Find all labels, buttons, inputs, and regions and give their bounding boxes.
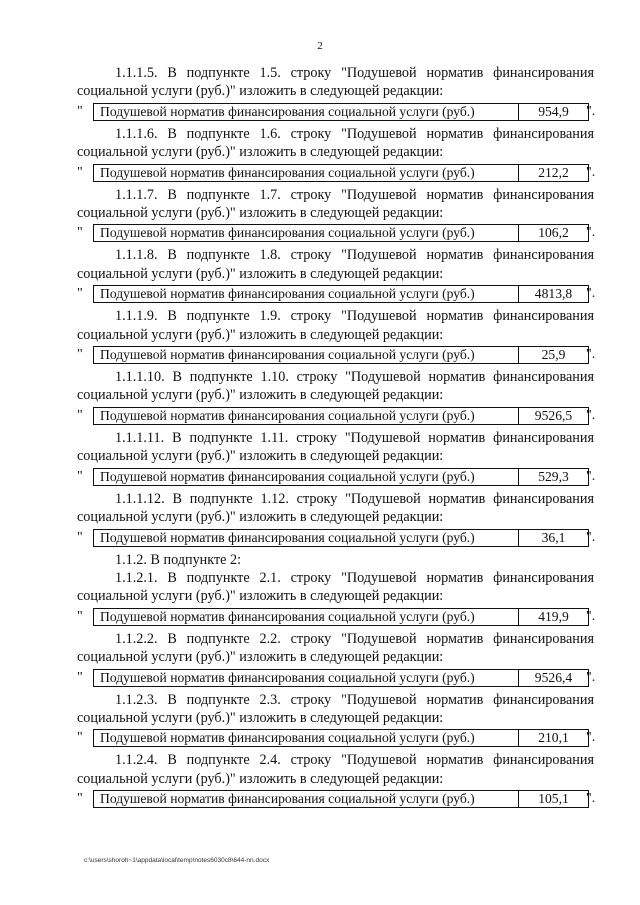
row-value-cell: 9526,5 [534, 407, 573, 423]
amended-table-row [77, 406, 594, 427]
table-cell-box [93, 669, 589, 687]
amendment-paragraph: 1.1.1.11. В подпункте 1.11. строку "Подушевой норматив финансирования социальной услуги (руб.)" изложить в следующей редакции: [77, 429, 594, 465]
row-value-cell: 529,3 [538, 468, 569, 484]
opening-quote: " [77, 791, 83, 807]
row-value-cell: 106,2 [538, 225, 569, 241]
closing-quote: ". [586, 225, 596, 241]
closing-quote: ". [586, 468, 596, 484]
opening-quote: " [77, 730, 83, 746]
row-label-cell: Подушевой норматив финансирования социальной услуги (руб.) [94, 670, 519, 686]
opening-quote: " [77, 407, 83, 423]
row-label-cell: Подушевой норматив финансирования социальной услуги (руб.) [94, 347, 519, 363]
amendment-paragraph: 1.1.1.7. В подпункте 1.7. строку "Подушевой норматив финансирования социальной услуги (руб.)" изложить в следующей редакции: [77, 186, 594, 222]
amendment-paragraph: 1.1.1.8. В подпункте 1.8. строку "Подушевой норматив финансирования социальной услуги (руб.)" изложить в следующей редакции: [77, 247, 594, 282]
page-number: 2 [317, 40, 323, 52]
amendment-paragraph: 1.1.2.1. В подпункте 2.1. строку "Подушевой норматив финансирования социальной услуги (руб.)" изложить в следующей редакции: [77, 569, 594, 605]
table-cell-box [93, 729, 589, 747]
subheading-1-1-2: 1.1.2. В подпункте 2: [115, 551, 242, 568]
table-cell-box [93, 224, 589, 242]
amended-table-row [77, 345, 594, 366]
subsection-1-1-1-list [77, 64, 594, 549]
row-label-cell: Подушевой норматив финансирования социальной услуги (руб.) [94, 791, 519, 807]
amended-table-row [77, 102, 594, 123]
row-value-cell: 4813,8 [534, 286, 573, 302]
row-value-cell: 105,1 [538, 791, 569, 807]
row-label-cell: Подушевой норматив финансирования социальной услуги (руб.) [94, 530, 519, 546]
row-value-cell: 36,1 [541, 529, 566, 545]
amended-table-row [77, 789, 594, 810]
closing-quote: ". [586, 286, 596, 302]
table-cell-box [93, 346, 589, 364]
amendment-paragraph: 1.1.1.10. В подпункте 1.10. строку "Подушевой норматив финансирования социальной услуги (руб.)" изложить в следующей редакции: [77, 369, 594, 404]
closing-quote: ". [586, 407, 596, 423]
row-label-cell: Подушевой норматив финансирования социальной услуги (руб.) [94, 104, 519, 120]
document-body [77, 64, 594, 812]
row-value-cell: 212,2 [538, 164, 569, 180]
table-cell-box [93, 164, 589, 182]
amended-table-row [77, 728, 594, 749]
row-label-cell: Подушевой норматив финансирования социальной услуги (руб.) [94, 609, 519, 625]
footer-file-path: c:\users\shoroh~1\appdata\local\temp\notes6030c8\644-nn.docx [84, 857, 270, 864]
amendment-paragraph: 1.1.2.4. В подпункте 2.4. строку "Подушевой норматив финансирования социальной услуги (руб.)" изложить в следующей редакции: [77, 752, 594, 787]
closing-quote: ". [586, 730, 596, 746]
amendment-paragraph: 1.1.2.3. В подпункте 2.3. строку "Подушевой норматив финансирования социальной услуги (руб.)" изложить в следующей редакции: [77, 691, 594, 726]
row-label-cell: Подушевой норматив финансирования социальной услуги (руб.) [94, 730, 519, 746]
amendment-paragraph: 1.1.2.2. В подпункте 2.2. строку "Подушевой норматив финансирования социальной услуги (руб.)" изложить в следующей редакции: [77, 630, 594, 666]
amended-table-row [77, 163, 594, 184]
closing-quote: ". [586, 529, 596, 545]
row-value-cell: 25,9 [541, 347, 566, 363]
opening-quote: " [77, 669, 83, 685]
amended-table-row [77, 607, 594, 628]
amended-table-row [77, 223, 594, 244]
opening-quote: " [77, 468, 83, 484]
row-label-cell: Подушевой норматив финансирования социальной услуги (руб.) [94, 286, 519, 302]
closing-quote: ". [586, 347, 596, 363]
amended-table-row [77, 668, 594, 689]
amended-table-row [77, 284, 594, 305]
amendment-paragraph: 1.1.1.12. В подпункте 1.12. строку "Подушевой норматив финансирования социальной услуги (руб.)" изложить в следующей редакции: [77, 490, 594, 526]
closing-quote: ". [586, 164, 596, 180]
row-label-cell: Подушевой норматив финансирования социальной услуги (руб.) [94, 225, 519, 241]
row-label-cell: Подушевой норматив финансирования социальной услуги (руб.) [94, 165, 519, 181]
table-cell-box [93, 790, 589, 808]
subsection-1-1-2-list [77, 569, 594, 810]
amendment-paragraph: 1.1.1.5. В подпункте 1.5. строку "Подушевой норматив финансирования социальной услуги (руб.)" изложить в следующей редакции: [77, 65, 594, 100]
opening-quote: " [77, 225, 83, 241]
table-cell-box [93, 103, 589, 121]
closing-quote: ". [586, 608, 596, 624]
table-cell-box [93, 285, 589, 303]
opening-quote: " [77, 529, 83, 545]
row-label-cell: Подушевой норматив финансирования социальной услуги (руб.) [94, 408, 519, 424]
amended-table-row [77, 528, 594, 549]
closing-quote: ". [586, 103, 596, 119]
opening-quote: " [77, 164, 83, 180]
row-value-cell: 9526,4 [534, 669, 573, 685]
amended-table-row [77, 467, 594, 488]
amendment-paragraph: 1.1.1.6. В подпункте 1.6. строку "Подушевой норматив финансирования социальной услуги (руб.)" изложить в следующей редакции: [77, 125, 594, 161]
table-cell-box [93, 529, 589, 547]
table-cell-box [93, 468, 589, 486]
closing-quote: ". [586, 669, 596, 685]
opening-quote: " [77, 347, 83, 363]
row-label-cell: Подушевой норматив финансирования социальной услуги (руб.) [94, 469, 519, 485]
opening-quote: " [77, 103, 83, 119]
opening-quote: " [77, 608, 83, 624]
row-value-cell: 954,9 [538, 103, 569, 119]
row-value-cell: 419,9 [538, 608, 569, 624]
table-cell-box [93, 407, 589, 425]
amendment-paragraph: 1.1.1.9. В подпункте 1.9. строку "Подушевой норматив финансирования социальной услуги (руб.)" изложить в следующей редакции: [77, 308, 594, 343]
opening-quote: " [77, 286, 83, 302]
table-cell-box [93, 608, 589, 626]
closing-quote: ". [586, 791, 596, 807]
row-value-cell: 210,1 [538, 730, 569, 746]
